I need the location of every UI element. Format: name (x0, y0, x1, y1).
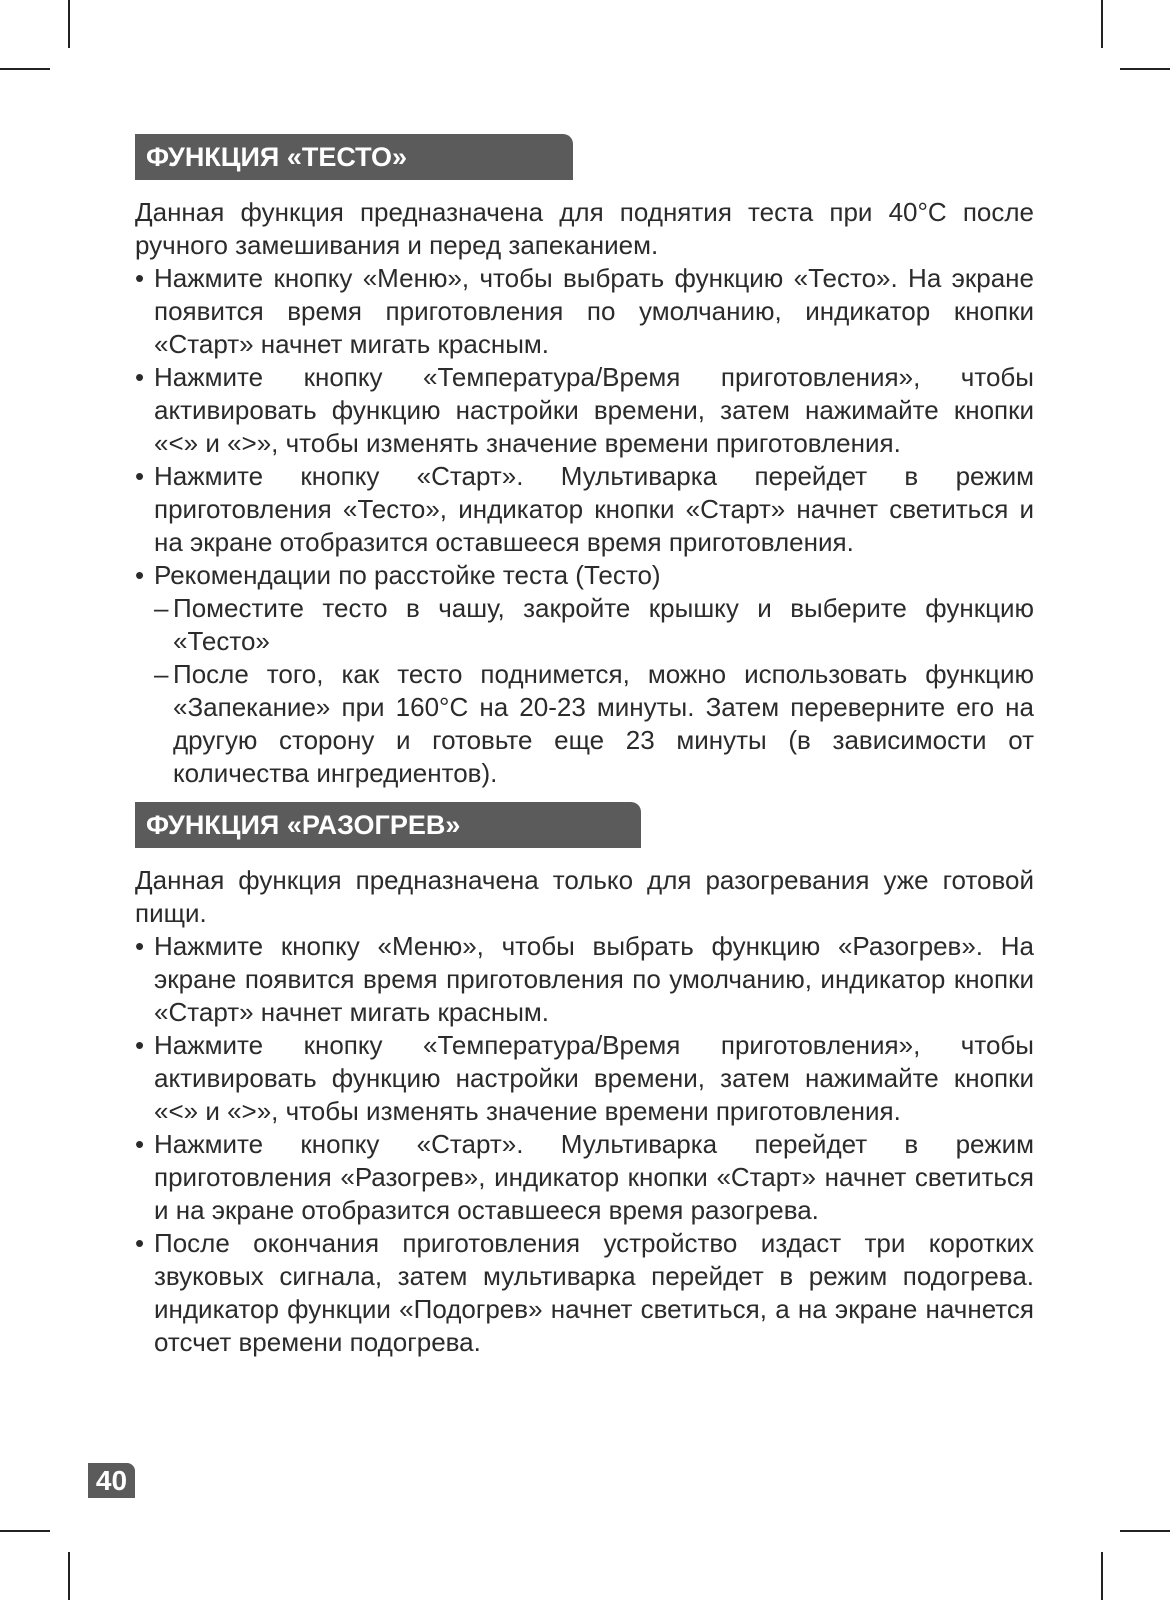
list-item-text: Нажмите кнопку «Меню», чтобы выбрать функцию «Разогрев». На экране появится время приготовления по умолчанию, индикатор кнопки «Старт» начнет мигать красным. (154, 931, 1034, 1027)
section-intro: Данная функция предназначена для поднятия теста при 40°С после ручного замешивания и перед запеканием. (135, 197, 1034, 260)
crop-mark (1101, 1552, 1103, 1600)
bullet-icon: • (135, 560, 145, 590)
list-item-text: После окончания приготовления устройство издаст три коротких звуковых сигнала, затем мультиварка перейдет в режим подогрева. индикатор функции «Подогрев» начнет светиться, а на экране начнется отсчет времени подогрева. (154, 1228, 1034, 1357)
bullet-list (135, 262, 1034, 790)
crop-mark (0, 1530, 50, 1532)
page-content (135, 134, 1034, 1359)
list-item (135, 930, 1034, 1029)
list-item-text: Нажмите кнопку «Старт». Мультиварка перейдет в режим приготовления «Тесто», индикатор кнопки «Старт» начнет светиться и на экране отобразится оставшееся время приготовления. (154, 461, 1034, 557)
sub-list (154, 592, 1034, 790)
bullet-icon: • (135, 1228, 145, 1258)
page-number: 40 (88, 1463, 135, 1498)
list-item-text: Нажмите кнопку «Меню», чтобы выбрать функцию «Тесто». На экране появится время приготовления по умолчанию, индикатор кнопки «Старт» начнет мигать красным. (154, 263, 1034, 359)
list-item (135, 1227, 1034, 1359)
list-item (135, 361, 1034, 460)
section-title: ФУНКЦИЯ «РАЗОГРЕВ» (135, 802, 641, 848)
list-item-text: Нажмите кнопку «Старт». Мультиварка перейдет в режим приготовления «Разогрев», индикатор кнопки «Старт» начнет светиться и на экране отобразится оставшееся время разогрева. (154, 1129, 1034, 1225)
list-item (135, 460, 1034, 559)
list-item (135, 1029, 1034, 1128)
bullet-icon: • (135, 362, 145, 392)
crop-mark (1120, 1530, 1170, 1532)
sub-list-item (154, 592, 1034, 658)
sub-list-item-text: После того, как тесто поднимется, можно использовать функцию «Запекание» при 160°С на 20-23 минуты. Затем переверните его на другую сторону и готовьте еще 23 минуты (в зависимости от количества ингредиентов). (173, 659, 1034, 788)
list-item-text: Нажмите кнопку «Температура/Время приготовления», чтобы активировать функцию настройки времени, затем нажимайте кнопки «<» и «>», чтобы изменять значение времени приготовления. (154, 1030, 1034, 1126)
bullet-icon: • (135, 1129, 145, 1159)
list-item (135, 559, 1034, 790)
list-item (135, 1128, 1034, 1227)
section-intro: Данная функция предназначена только для разогревания уже готовой пищи. (135, 865, 1034, 928)
list-item-text: Рекомендации по расстойке теста (Тесто) (154, 560, 661, 590)
crop-mark (1101, 0, 1103, 48)
crop-mark (1120, 68, 1170, 70)
sub-list-item (154, 658, 1034, 790)
crop-mark (0, 68, 50, 70)
dash-icon: – (154, 659, 169, 689)
section-title: ФУНКЦИЯ «ТЕСТО» (135, 134, 573, 180)
crop-mark (68, 1552, 70, 1600)
bullet-icon: • (135, 1030, 145, 1060)
dash-icon: – (154, 593, 169, 623)
list-item-text: Нажмите кнопку «Температура/Время приготовления», чтобы активировать функцию настройки времени, затем нажимайте кнопки «<» и «>», чтобы изменять значение времени приготовления. (154, 362, 1034, 458)
crop-mark (68, 0, 70, 48)
bullet-icon: • (135, 931, 145, 961)
section-dough (135, 134, 1034, 790)
bullet-list (135, 930, 1034, 1359)
sub-list-item-text: Поместите тесто в чашу, закройте крышку и выберите функцию «Тесто» (173, 593, 1034, 656)
bullet-icon: • (135, 461, 145, 491)
list-item (135, 262, 1034, 361)
section-reheat (135, 802, 1034, 1359)
bullet-icon: • (135, 263, 145, 293)
